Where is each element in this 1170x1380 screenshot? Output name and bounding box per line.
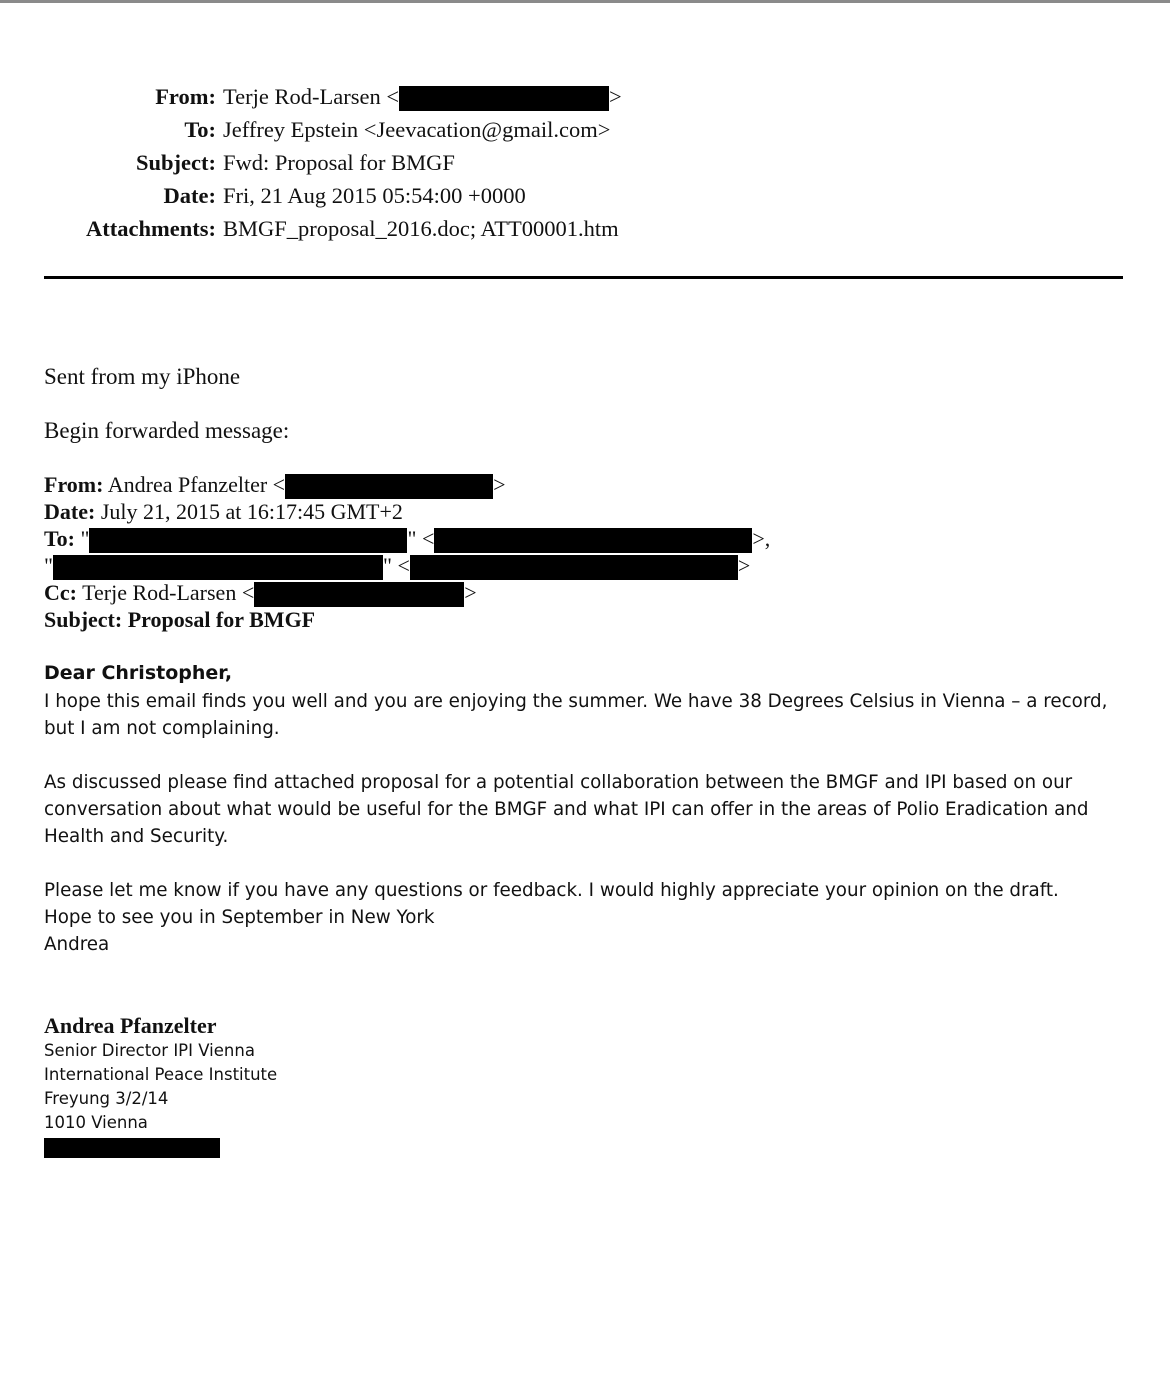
date-value: Fri, 21 Aug 2015 05:54:00 +0000 [223,183,526,208]
signature-city: 1010 Vienna [44,1113,148,1132]
redaction-block [44,1138,220,1158]
redaction-block [53,555,383,580]
header-date-row [0,181,1170,211]
signature-org: International Peace Institute [44,1065,278,1084]
from-name: Terje Rod-Larsen < [223,84,400,109]
fwd-subject-label: Subject: [44,607,123,632]
redaction-block [399,86,609,111]
redaction-block [434,528,752,553]
fwd-from-name: Andrea Pfanzelter < [107,472,286,497]
from-label: From: [155,84,216,109]
fwd-from-label: From: [44,472,104,497]
paragraph-3-line-3: Andrea [44,934,110,955]
fwd-to-line2-open: " [44,553,53,578]
fwd-to-row-2 [44,552,750,580]
greeting: Dear Christopher, [44,662,233,684]
fwd-to-quote-mid: " < [407,526,435,551]
begin-forwarded-line: Begin forwarded message: [44,418,290,443]
fwd-cc-end: > [464,580,477,605]
redaction-block [89,528,407,553]
paragraph-2: As discussed please find attached proposal for a potential collaboration between the BMGF and IPI based on our conversation about what would be useful for the BMGF and what IPI can offer in the areas of Polio Eradication and Health and Security. [44,772,1089,847]
to-label: To: [184,117,216,142]
fwd-to-line2-end: > [737,553,751,578]
attachments-value[interactable]: BMGF_proposal_2016.doc; ATT00001.htm [223,216,619,241]
paragraph-1: I hope this email finds you well and you are enjoying the summer. We have 38 Degrees Celsius in Vienna – a record, but I am not complaining. [44,691,1108,739]
attachments-label: Attachments: [86,216,216,241]
redaction-block [410,555,738,580]
fwd-cc-label: Cc: [44,580,77,605]
fwd-to-row [44,525,770,553]
fwd-subject-value: Proposal for BMGF [127,607,316,632]
sent-from-line: Sent from my iPhone [44,364,241,389]
fwd-date-label: Date: [44,499,96,524]
date-label: Date: [163,183,216,208]
header-from-row [0,82,1170,112]
page-top-border [0,0,1170,3]
from-end: > [609,84,622,109]
fwd-subject-row [44,606,315,633]
subject-value: Fwd: Proposal for BMGF [223,150,455,175]
fwd-cc-name: Terje Rod-Larsen < [82,580,255,605]
header-to-row [0,115,1170,145]
fwd-date-row [44,498,403,525]
fwd-from-end: > [493,472,506,497]
fwd-cc-row [44,579,477,607]
header-subject-row [0,148,1170,178]
redaction-block [285,474,493,499]
subject-label: Subject: [136,150,216,175]
fwd-to-line2-mid: " < [382,553,410,578]
paragraph-3-line-2: Hope to see you in September in New York [44,907,435,928]
signature-name: Andrea Pfanzelter [44,1013,217,1038]
fwd-to-quote-open: " [80,526,90,551]
fwd-to-line1-end: >, [752,526,771,551]
to-value: Jeffrey Epstein <Jeevacation@gmail.com> [223,117,611,142]
paragraph-3-line-1: Please let me know if you have any questions or feedback. I would highly appreciate your opinion on the draft. [44,880,1059,901]
redaction-block [254,582,464,607]
signature-title: Senior Director IPI Vienna [44,1041,255,1060]
signature-street: Freyung 3/2/14 [44,1089,169,1108]
header-divider [44,276,1123,279]
fwd-from-row [44,471,506,499]
fwd-to-label: To: [44,526,75,551]
header-attachments-row [0,214,1170,244]
from-value [223,82,622,112]
fwd-date-value: July 21, 2015 at 16:17:45 GMT+2 [100,499,403,524]
